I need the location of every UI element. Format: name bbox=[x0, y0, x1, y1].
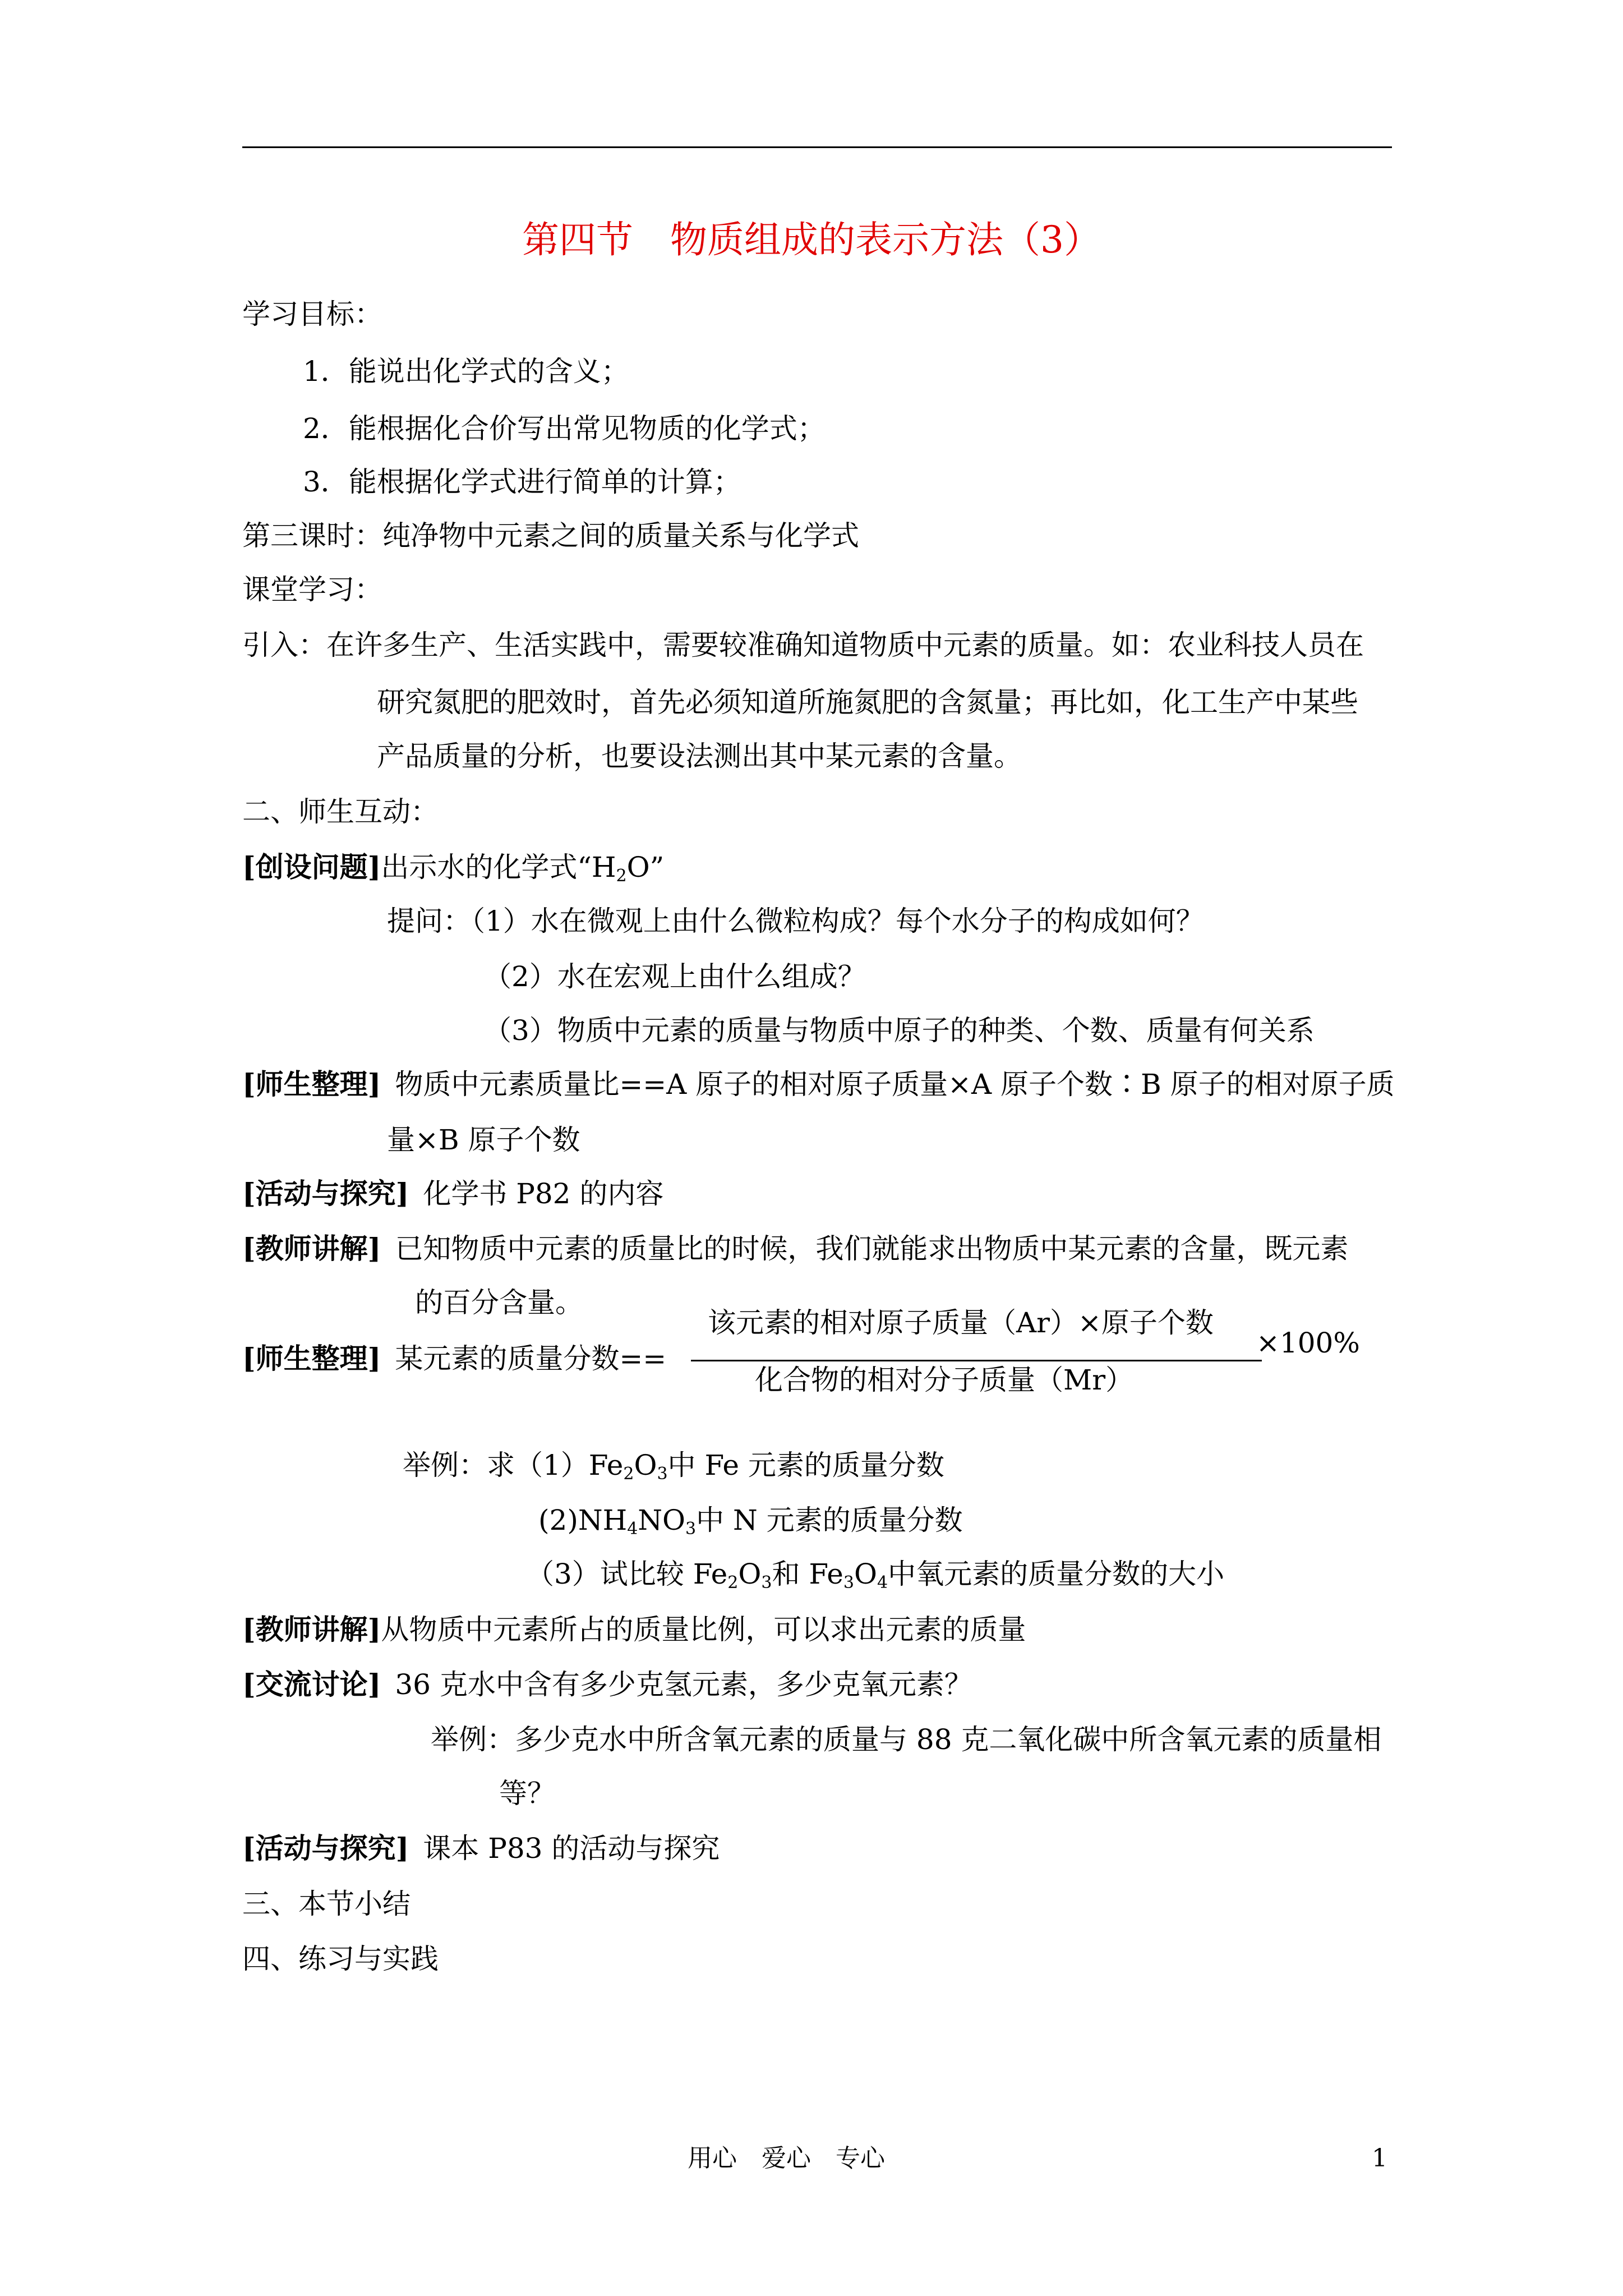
goals-heading: 学习目标： bbox=[242, 298, 382, 330]
goal-item: 1．能说出化学式的含义； bbox=[303, 355, 629, 388]
example-line: （3）试比较 $Fe_2O_3$和 $Fe_3O_4$中氧元素的质量分数的大小 bbox=[526, 1558, 1225, 1593]
page-number: 1 bbox=[1372, 2144, 1387, 2173]
lesson-heading: 第三课时：纯净物中元素之间的质量关系与化学式 bbox=[242, 519, 859, 552]
discussion-line: [交流讨论] 36 克水中含有多少克氢元素，多少克氧元素？ bbox=[242, 1668, 972, 1701]
goal-item: 2．能根据化合价写出常见物质的化学式； bbox=[303, 412, 826, 445]
teacher-explain-line: [教师讲解] 已知物质中元素的质量比的时候，我们就能求出物质中某元素的含量，既元素 bbox=[242, 1232, 1349, 1265]
formula-label-line: [师生整理] 某元素的质量分数== bbox=[242, 1342, 667, 1375]
formula-denominator: 化合物的相对分子质量（Mr） bbox=[755, 1364, 1134, 1396]
intro-line: 引入：在许多生产、生活实践中，需要较准确知道物质中元素的质量。如：农业科技人员在 bbox=[242, 629, 1364, 661]
section-tag: [创设问题] bbox=[242, 850, 381, 884]
section-tag: [师生整理] bbox=[242, 1068, 381, 1101]
footer-motto: 用心 爱心 专心 bbox=[688, 2144, 885, 2173]
fraction-bar bbox=[691, 1360, 1262, 1361]
section-tag: [教师讲解] bbox=[242, 1232, 381, 1265]
section-heading: 三、本节小结 bbox=[242, 1888, 411, 1920]
formula-multiplier: ×100% bbox=[1256, 1327, 1360, 1359]
mass-ratio-line-2: 量×B 原子个数 bbox=[387, 1124, 580, 1156]
activity-line: [活动与探究] 化学书 P82 的内容 bbox=[242, 1177, 664, 1210]
teacher-explain-line-2: 的百分含量。 bbox=[415, 1286, 583, 1319]
section-tag: [师生整理] bbox=[242, 1342, 381, 1375]
example-line: $(2)NH_4NO_3$中 N 元素的质量分数 bbox=[538, 1504, 963, 1539]
section-tag: [活动与探究] bbox=[242, 1177, 409, 1210]
create-question-line: [创设问题]出示水的化学式“$H_2O$” bbox=[242, 850, 665, 886]
mass-ratio-line: [师生整理] 物质中元素质量比==A 原子的相对原子质量×A 原子个数∶B 原子的相对原子质 bbox=[242, 1068, 1395, 1101]
discussion-example: 举例：多少克水中所含氧元素的质量与 88 克二氧化碳中所含氧元素的质量相 bbox=[431, 1723, 1382, 1756]
discussion-example-2: 等？ bbox=[499, 1777, 555, 1810]
question-line: （3）物质中元素的质量与物质中原子的种类、个数、质量有何关系 bbox=[483, 1014, 1315, 1047]
section-tag: [活动与探究] bbox=[242, 1832, 409, 1865]
section-heading: 四、练习与实践 bbox=[242, 1943, 439, 1975]
example-line: 举例：求$(1)Fe_2O_3$中 Fe 元素的质量分数 bbox=[403, 1449, 944, 1484]
page-title: 第四节 物质组成的表示方法（3） bbox=[522, 218, 1101, 261]
goal-item: 3．能根据化学式进行简单的计算； bbox=[303, 466, 741, 498]
section-heading: 二、师生互动： bbox=[242, 795, 439, 828]
question-line: （2）水在宏观上由什么组成？ bbox=[483, 960, 866, 993]
section-tag: [交流讨论] bbox=[242, 1668, 381, 1701]
teacher-explain-line: [教师讲解]从物质中元素所占的质量比例，可以求出元素的质量 bbox=[242, 1613, 1026, 1646]
header-rule bbox=[242, 146, 1392, 148]
activity-line: [活动与探究] 课本 P83 的活动与探究 bbox=[242, 1832, 720, 1865]
classroom-heading: 课堂学习： bbox=[242, 573, 382, 606]
question-line: 提问：（1）水在微观上由什么微粒构成？每个水分子的构成如何？ bbox=[387, 905, 1204, 937]
intro-line: 产品质量的分析，也要设法测出其中某元素的含量。 bbox=[377, 740, 1022, 772]
section-tag: [教师讲解] bbox=[242, 1613, 381, 1646]
formula-numerator: 该元素的相对原子质量（Ar）×原子个数 bbox=[708, 1306, 1214, 1339]
intro-line: 研究氮肥的肥效时，首先必须知道所施氮肥的含氮量；再比如，化工生产中某些 bbox=[377, 686, 1358, 719]
